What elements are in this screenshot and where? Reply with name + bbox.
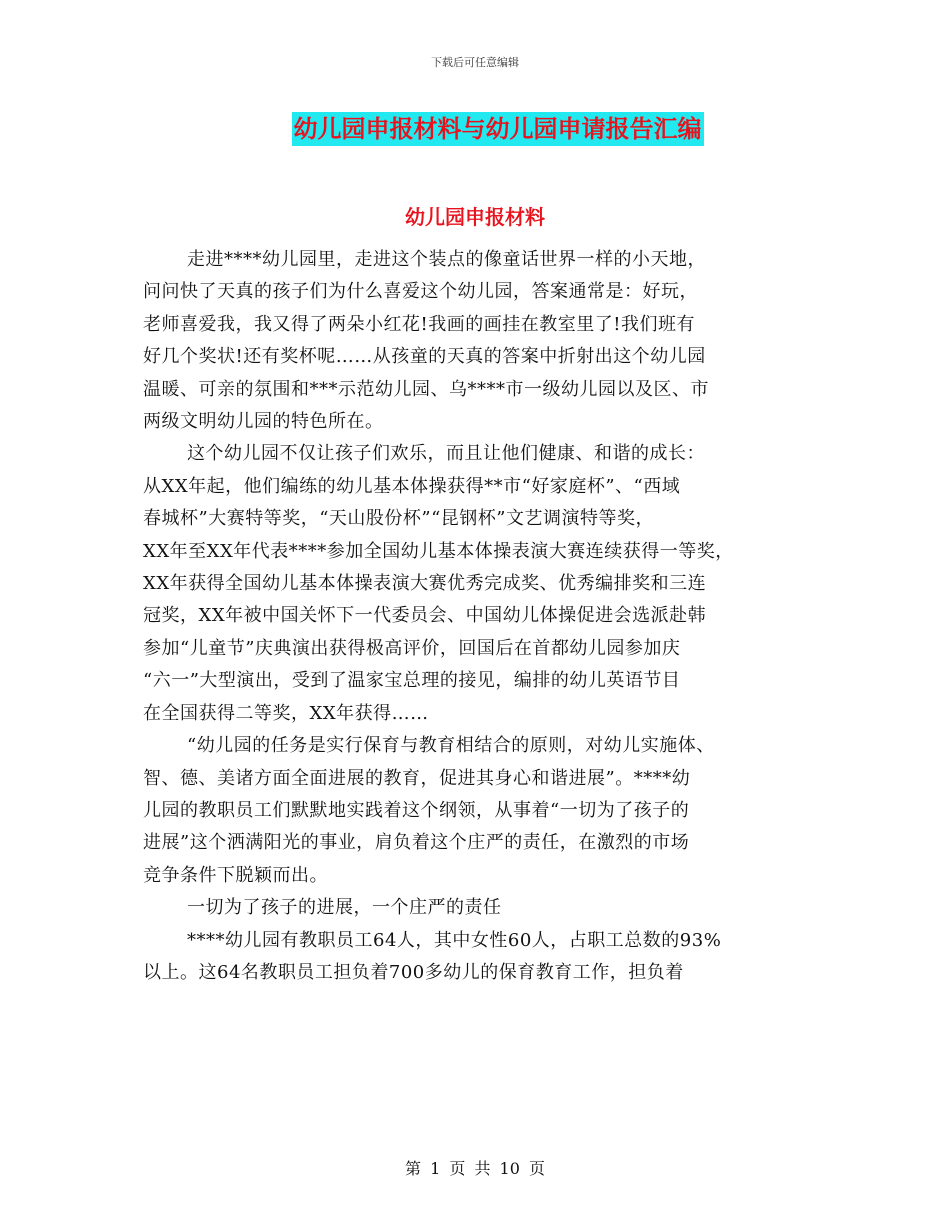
main-title-wrap xyxy=(0,112,950,146)
section-title: 幼儿园申报材料 xyxy=(405,205,545,229)
page-footer: 第 1 页 共 10 页 xyxy=(405,1159,545,1178)
text-line: XX年至XX年代表****参加全国幼儿基本体操表演大赛连续获得一等奖， xyxy=(143,540,734,562)
text-line: 从XX年起，他们编练的幼儿基本体操获得**市“好家庭杯”、“西域 xyxy=(143,475,681,497)
text-line: 竞争条件下脱颖而出。 xyxy=(143,864,328,886)
paragraph-5 xyxy=(143,925,823,990)
paragraph-4 xyxy=(143,892,823,924)
text-line: 冠奖，XX年被中国关怀下一代委员会、中国幼儿体操促进会选派赴韩 xyxy=(143,605,707,627)
text-line: 春城杯”大赛特等奖，“天山股份杯”“昆钢杯”文艺调演特等奖， xyxy=(143,508,655,530)
text-line: 儿园的教职员工们默默地实践着这个纲领，从事着“一切为了孩子的 xyxy=(143,799,690,821)
text-line: 好几个奖状!还有奖杯呢……从孩童的天真的答案中折射出这个幼儿园 xyxy=(143,346,706,368)
text-line: ****幼儿园有教职员工64人，其中女性60人，占职工总数的93% xyxy=(187,929,722,951)
text-line: 走进****幼儿园里，走进这个装点的像童话世界一样的小天地， xyxy=(187,249,706,270)
document-body xyxy=(143,244,823,989)
text-line: 参加“儿童节”庆典演出获得极高评价，回国后在首都幼儿园参加庆 xyxy=(143,637,681,659)
text-line: 进展”这个洒满阳光的事业，肩负着这个庄严的责任，在激烈的市场 xyxy=(143,832,690,854)
text-line: 这个幼儿园不仅让孩子们欢乐，而且让他们健康、和谐的成长： xyxy=(187,443,705,465)
text-line: 智、德、美诸方面全面进展的教育，促进其身心和谐进展”。****幼 xyxy=(143,767,691,789)
text-line: “六一”大型演出，受到了温家宝总理的接见，编排的幼儿英语节目 xyxy=(143,670,681,692)
header-note: 下载后可任意编辑 xyxy=(431,56,519,69)
main-title: 幼儿园申报材料与幼儿园申请报告汇编 xyxy=(292,112,704,146)
text-line: 在全国获得二等奖，XX年获得…… xyxy=(143,702,429,724)
text-line: XX年获得全国幼儿基本体操表演大赛优秀完成奖、优秀编排奖和三连 xyxy=(143,573,707,595)
text-line: 以上。这64名教职员工担负着700多幼儿的保育教育工作，担负着 xyxy=(143,961,684,983)
text-line: 两级文明幼儿园的特色所在。 xyxy=(143,411,384,433)
paragraph-2 xyxy=(143,438,823,730)
text-line: “幼儿园的任务是实行保育与教育相结合的原则，对幼儿实施体、 xyxy=(187,735,715,757)
paragraph-3 xyxy=(143,730,823,892)
text-line: 老师喜爱我，我又得了两朵小红花!我画的画挂在教室里了!我们班有 xyxy=(143,313,695,335)
text-line: 问问快了天真的孩子们为什么喜爱这个幼儿园，答案通常是：好玩， xyxy=(143,281,698,303)
text-line: 温暖、可亲的氛围和***示范幼儿园、乌****市一级幼儿园以及区、市 xyxy=(143,378,709,400)
text-line: 一切为了孩子的进展，一个庄严的责任 xyxy=(187,897,502,919)
paragraph-1 xyxy=(143,244,823,438)
